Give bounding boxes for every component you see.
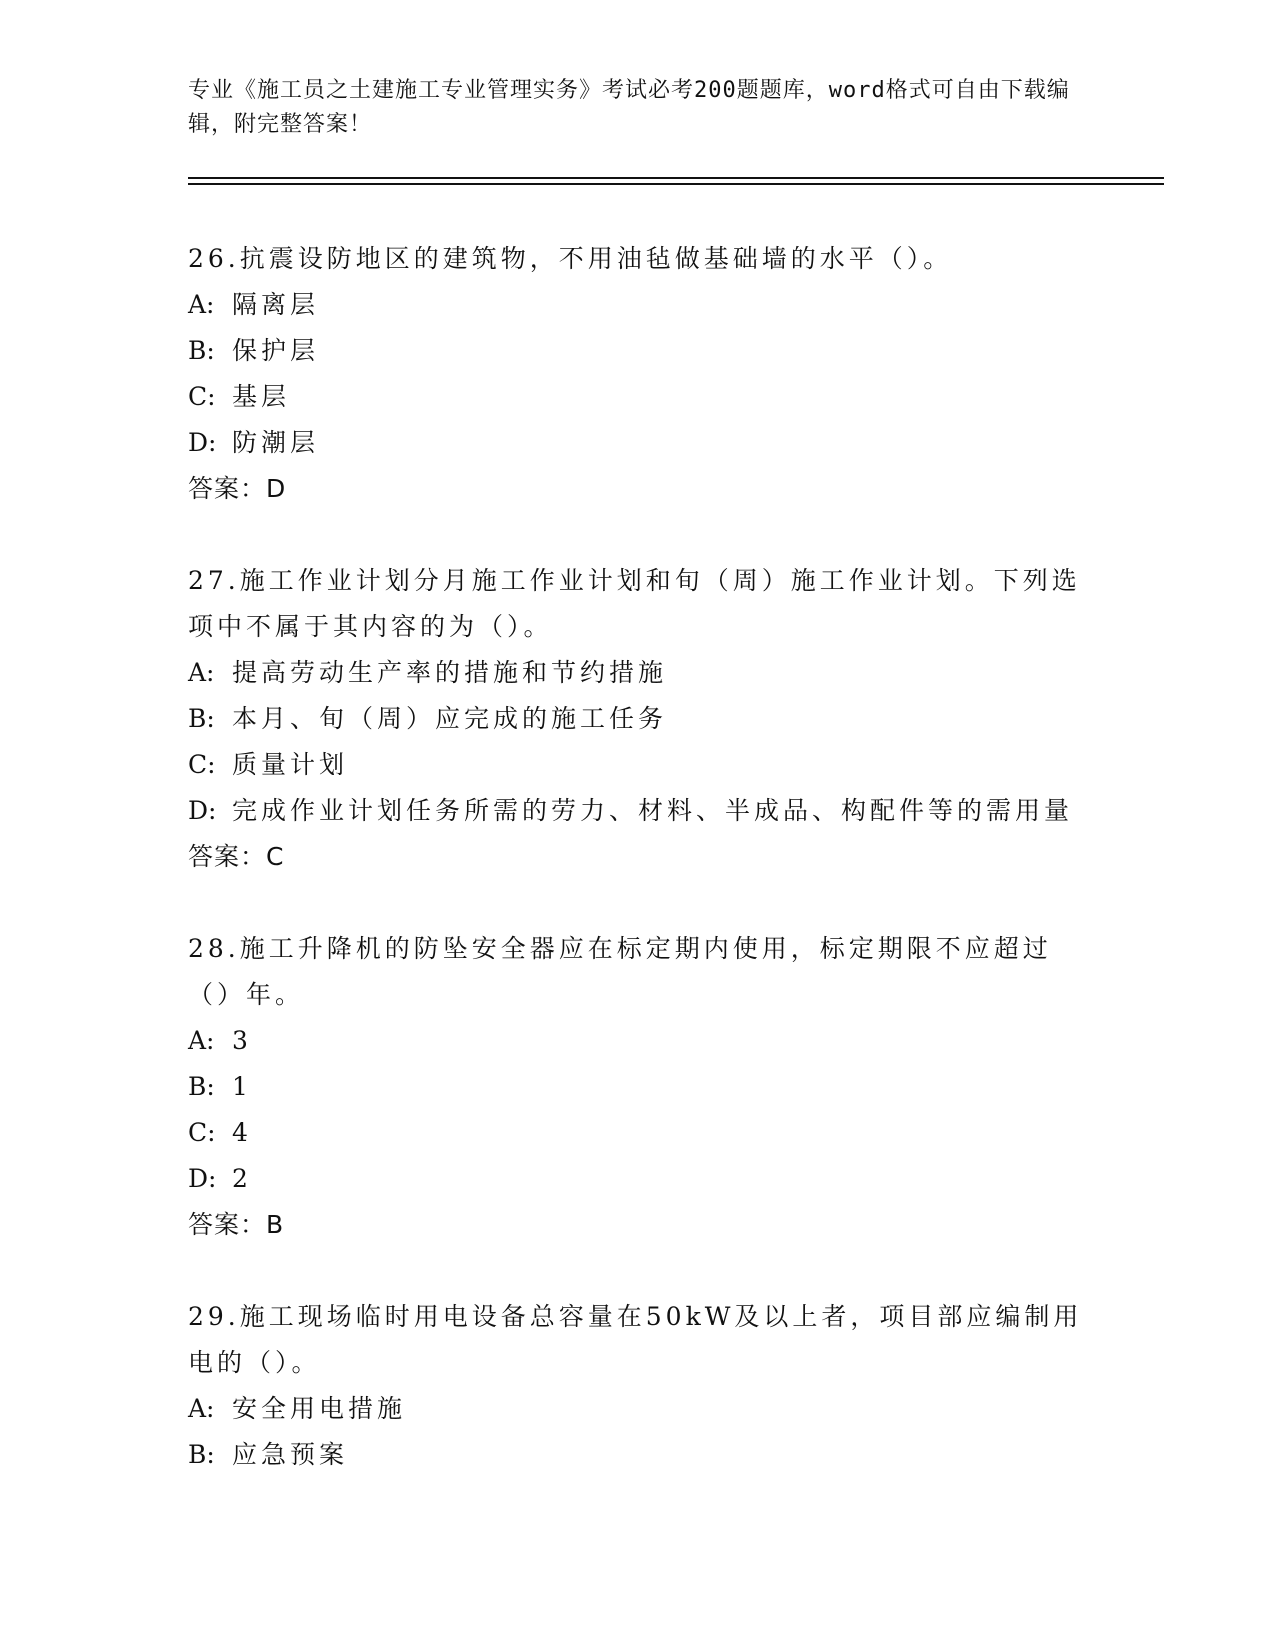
option-letter: B: [188, 704, 215, 733]
question-text: 29.施工现场临时用电设备总容量在50kW及以上者，项目部应编制用电的（）。 [188, 1302, 1083, 1377]
question-text: 26.抗震设防地区的建筑物，不用油毡做基础墙的水平（）。 [188, 244, 953, 273]
option-d [188, 788, 1088, 834]
option-a [188, 282, 1088, 328]
option-text: 质量计划 [232, 750, 349, 779]
option-text: 完成作业计划任务所需的劳力、材料、半成品、构配件等的需用量 [232, 796, 1074, 825]
option-b [188, 1432, 1088, 1478]
option-text: 提高劳动生产率的措施和节约措施 [232, 658, 668, 687]
option-c [188, 374, 1088, 420]
option-d [188, 1156, 1088, 1202]
question-26 [188, 236, 1088, 512]
option-text: 保护层 [232, 336, 320, 365]
question-29 [188, 1294, 1088, 1478]
question-list [188, 236, 1088, 1524]
option-text: 本月、旬（周）应完成的施工任务 [232, 704, 668, 733]
option-letter: B: [188, 1072, 215, 1101]
option-c [188, 742, 1088, 788]
option-letter: C: [188, 1118, 216, 1147]
header-divider-bottom [188, 183, 1164, 185]
answer: 答案：C [188, 842, 285, 871]
answer: 答案：B [188, 1210, 285, 1239]
option-letter: B: [188, 1440, 215, 1469]
document-header: 专业《施工员之土建施工专业管理实务》考试必考200题题库，word格式可自由下载编辑，附完整答案！ [188, 78, 1070, 137]
option-letter: C: [188, 382, 216, 411]
option-letter: D: [188, 428, 217, 457]
option-a [188, 1018, 1088, 1064]
question-28 [188, 926, 1088, 1248]
option-text: 基层 [232, 382, 291, 411]
option-letter: A: [188, 290, 215, 319]
option-text: 1 [232, 1072, 252, 1101]
question-27 [188, 558, 1088, 880]
option-text: 隔离层 [232, 290, 320, 319]
option-letter: A: [188, 1026, 215, 1055]
option-d [188, 420, 1088, 466]
option-text: 3 [232, 1026, 252, 1055]
option-text: 2 [232, 1164, 252, 1193]
option-letter: C: [188, 750, 216, 779]
option-letter: D: [188, 1164, 217, 1193]
question-text: 27.施工作业计划分月施工作业计划和旬（周）施工作业计划。下列选项中不属于其内容的为（）。 [188, 566, 1081, 641]
option-b [188, 328, 1088, 374]
option-a [188, 650, 1088, 696]
option-letter: A: [188, 1394, 215, 1423]
answer: 答案：D [188, 474, 287, 503]
question-text: 28.施工升降机的防坠安全器应在标定期内使用，标定期限不应超过（）年。 [188, 934, 1052, 1009]
option-text: 应急预案 [232, 1440, 349, 1469]
option-text: 防潮层 [232, 428, 320, 457]
option-b [188, 696, 1088, 742]
header-divider-top [188, 177, 1164, 179]
option-letter: D: [188, 796, 217, 825]
option-letter: A: [188, 658, 215, 687]
option-text: 4 [232, 1118, 252, 1147]
option-text: 安全用电措施 [232, 1394, 407, 1423]
option-a [188, 1386, 1088, 1432]
option-letter: B: [188, 336, 215, 365]
option-b [188, 1064, 1088, 1110]
option-c [188, 1110, 1088, 1156]
